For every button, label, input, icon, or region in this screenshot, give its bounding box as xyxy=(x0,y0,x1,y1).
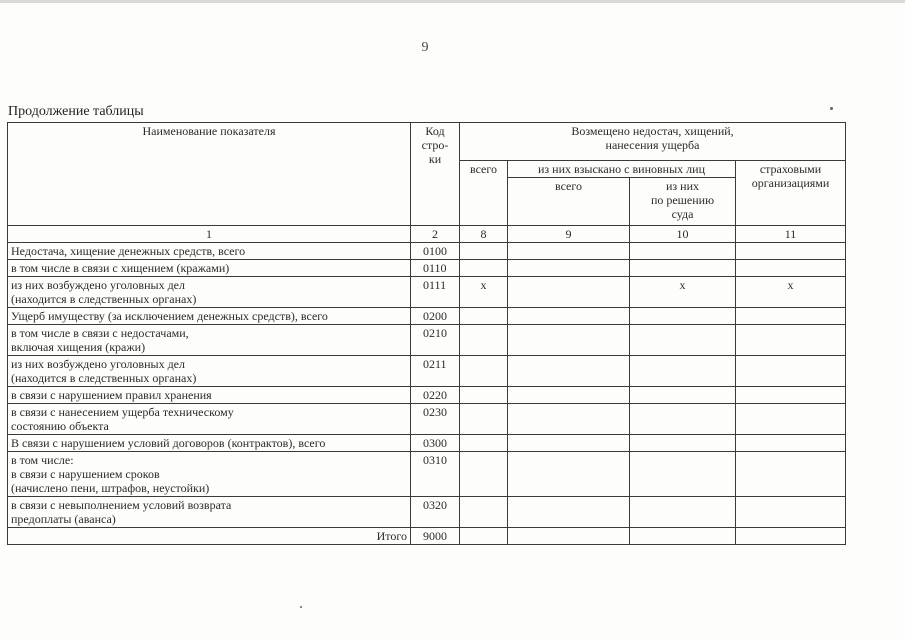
header-by-court: из них по решению суда xyxy=(630,178,736,226)
table-caption: Продолжение таблицы xyxy=(8,104,144,119)
row-name: в том числе в связи с недостачами, включая хищения (кражи) xyxy=(8,325,411,356)
column-number: 1 xyxy=(8,226,411,243)
cell-col11 xyxy=(736,325,846,356)
table-row xyxy=(8,356,846,387)
table-row xyxy=(8,497,846,528)
row-name: из них возбуждено уголовных дел (находится в следственных органах) xyxy=(8,277,411,308)
header-name: Наименование показателя xyxy=(8,123,411,226)
row-name: Ущерб имуществу (за исключением денежных средств), всего xyxy=(8,308,411,325)
row-code: 0220 xyxy=(411,387,460,404)
cell-col9 xyxy=(508,497,630,528)
cell-col8 xyxy=(460,528,508,545)
row-name: в связи с нанесением ущерба техническому состоянию объекта xyxy=(8,404,411,435)
cell-col11 xyxy=(736,404,846,435)
header-recovered-from-guilty: из них взыскано с виновных лиц xyxy=(508,161,736,178)
cell-col11 xyxy=(736,435,846,452)
cell-col11 xyxy=(736,260,846,277)
column-number: 10 xyxy=(630,226,736,243)
table-header xyxy=(8,123,846,243)
table-row xyxy=(8,243,846,260)
cell-col10 xyxy=(630,387,736,404)
row-code: 0110 xyxy=(411,260,460,277)
cell-col11: х xyxy=(736,277,846,308)
table-row xyxy=(8,277,846,308)
cell-col9 xyxy=(508,243,630,260)
row-name: из них возбуждено уголовных дел (находится в следственных органах) xyxy=(8,356,411,387)
cell-col10 xyxy=(630,325,736,356)
cell-col10 xyxy=(630,452,736,497)
cell-col8 xyxy=(460,260,508,277)
table-row xyxy=(8,325,846,356)
table-row xyxy=(8,308,846,325)
cell-col10 xyxy=(630,243,736,260)
cell-col10 xyxy=(630,260,736,277)
row-code: 0210 xyxy=(411,325,460,356)
cell-col8 xyxy=(460,452,508,497)
cell-col10 xyxy=(630,528,736,545)
cell-col9 xyxy=(508,528,630,545)
header-code: Код стро- ки xyxy=(411,123,460,226)
cell-col8 xyxy=(460,356,508,387)
cell-col11 xyxy=(736,356,846,387)
row-code: 0100 xyxy=(411,243,460,260)
table-row xyxy=(8,404,846,435)
column-number: 2 xyxy=(411,226,460,243)
table-body xyxy=(8,243,846,545)
cell-col11 xyxy=(736,452,846,497)
cell-col9 xyxy=(508,435,630,452)
cell-col10 xyxy=(630,497,736,528)
column-number: 8 xyxy=(460,226,508,243)
column-number: 11 xyxy=(736,226,846,243)
row-name: в том числе в связи с хищением (кражами) xyxy=(8,260,411,277)
row-code: 0211 xyxy=(411,356,460,387)
cell-col10 xyxy=(630,435,736,452)
row-code: 0310 xyxy=(411,452,460,497)
cell-col9 xyxy=(508,325,630,356)
cell-col9 xyxy=(508,277,630,308)
row-code: 0111 xyxy=(411,277,460,308)
cell-col8 xyxy=(460,497,508,528)
cell-col9 xyxy=(508,308,630,325)
column-number: 9 xyxy=(508,226,630,243)
cell-col8 xyxy=(460,404,508,435)
column-numbers-row xyxy=(8,226,846,243)
cell-col8 xyxy=(460,387,508,404)
header-insurance: страховыми организациями xyxy=(736,161,846,226)
row-name: в связи с нарушением правил хранения xyxy=(8,387,411,404)
page-number: 9 xyxy=(421,40,429,55)
table-row xyxy=(8,387,846,404)
row-name: в связи с невыполнением условий возврата предоплаты (аванса) xyxy=(8,497,411,528)
header-compensated: Возмещено недостач, хищений, нанесения ущерба xyxy=(460,123,846,161)
report-table xyxy=(7,122,846,545)
table-row xyxy=(8,435,846,452)
cell-col10 xyxy=(630,308,736,325)
row-name: Недостача, хищение денежных средств, всего xyxy=(8,243,411,260)
cell-col11 xyxy=(736,243,846,260)
total-label: Итого xyxy=(8,528,411,545)
total-code: 9000 xyxy=(411,528,460,545)
cell-col8 xyxy=(460,243,508,260)
row-name: в том числе: в связи с нарушением сроков (начислено пени, штрафов, неустойки) xyxy=(8,452,411,497)
row-code: 0200 xyxy=(411,308,460,325)
total-row xyxy=(8,528,846,545)
row-name: В связи с нарушением условий договоров (контрактов), всего xyxy=(8,435,411,452)
cell-col11 xyxy=(736,387,846,404)
cell-col8 xyxy=(460,325,508,356)
cell-col10: х xyxy=(630,277,736,308)
cell-col11 xyxy=(736,308,846,325)
cell-col9 xyxy=(508,387,630,404)
header-total: всего xyxy=(460,161,508,226)
scan-speck xyxy=(300,606,302,608)
cell-col8 xyxy=(460,308,508,325)
header-recovered-total: всего xyxy=(508,178,630,226)
cell-col9 xyxy=(508,404,630,435)
table-row xyxy=(8,452,846,497)
row-code: 0300 xyxy=(411,435,460,452)
page-top-edge xyxy=(0,0,905,3)
cell-col8: х xyxy=(460,277,508,308)
table-row xyxy=(8,260,846,277)
cell-col8 xyxy=(460,435,508,452)
cell-col11 xyxy=(736,528,846,545)
scan-speck xyxy=(830,107,833,110)
cell-col9 xyxy=(508,260,630,277)
cell-col10 xyxy=(630,404,736,435)
cell-col11 xyxy=(736,497,846,528)
cell-col10 xyxy=(630,356,736,387)
row-code: 0320 xyxy=(411,497,460,528)
cell-col9 xyxy=(508,452,630,497)
cell-col9 xyxy=(508,356,630,387)
row-code: 0230 xyxy=(411,404,460,435)
